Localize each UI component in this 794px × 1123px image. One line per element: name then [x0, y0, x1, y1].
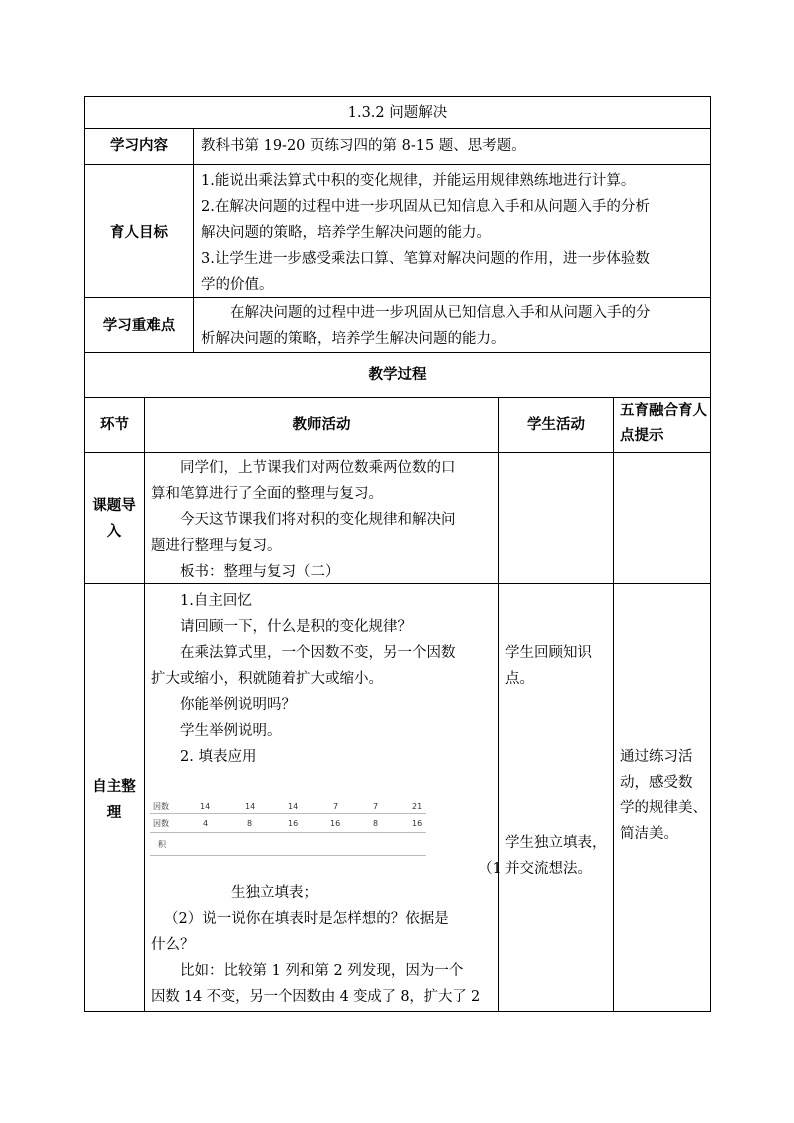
content-text: 教科书第 19-20 页练习四的第 8-15 题、思考题。: [201, 138, 526, 154]
header-teacher: 教师活动: [292, 417, 351, 433]
lesson-title: 1.3.2 问题解决: [347, 105, 448, 121]
header-tips: 五育融合育人点提示: [620, 403, 707, 444]
student-line: 并交流想法。: [505, 861, 592, 877]
tips-line: 简洁美。: [620, 825, 678, 842]
tips-line: 通过练习活: [620, 749, 693, 765]
key-line: 析解决问题的策略，培养学生解决问题的能力。: [201, 331, 506, 347]
review-line: 扩大或缩小，积就随着扩大或缩小。: [151, 671, 383, 687]
fill-table: [150, 794, 430, 860]
intro-teacher-activity: [151, 455, 495, 585]
table-row-label: 因数: [153, 802, 169, 811]
intro-line: 题进行整理与复习。: [151, 538, 282, 554]
student-line: 学生回顾知识: [505, 645, 592, 661]
process-heading: 教学过程: [368, 367, 427, 383]
student-activity-recall: [505, 640, 611, 692]
review-line: 2. 填表应用: [180, 749, 257, 765]
review-line: 请回顾一下，什么是积的变化规律？: [180, 619, 412, 635]
tips-line: 动，感受数: [620, 774, 693, 791]
review-line: 你能举例说明吗？: [180, 697, 296, 713]
education-tips: [620, 745, 710, 847]
review-line: 在乘法算式里，一个因数不变，另一个因数: [180, 645, 456, 661]
table-cell: 14: [245, 802, 256, 811]
table-cell: 16: [412, 819, 423, 828]
table-cell: 16: [330, 819, 341, 828]
review-teacher-activity: [151, 588, 495, 770]
table-cell: 14: [288, 802, 299, 811]
table-cell: 14: [200, 802, 211, 811]
goal-line: 学的价值。: [201, 277, 274, 293]
review-line: 学生举例说明。: [180, 723, 282, 739]
key-line: 在解决问题的过程中进一步巩固从已知信息入手和从问题入手的分: [230, 305, 651, 321]
intro-line: 板书：整理与复习（二）: [180, 564, 340, 580]
table-cell: 21: [412, 802, 423, 811]
table-row-label: 因数: [153, 819, 169, 828]
goal-line: 1.能说出乘法算式中积的变化规律，并能运用规律熟练地进行计算。: [201, 173, 636, 189]
student-activity-fill: [505, 830, 611, 882]
review-line: 因数 14 不变，另一个因数由 4 变成了 8，扩大了 2: [151, 989, 480, 1005]
header-stage: 环节: [100, 417, 129, 433]
student-line: 点。: [505, 671, 534, 687]
goal-line: 2.在解决问题的过程中进一步巩固从已知信息入手和从问题入手的分析: [201, 199, 650, 215]
stage-self-review: 自主整理: [92, 779, 136, 821]
stage-intro: 课题导入: [92, 498, 136, 540]
key-points-text: [201, 300, 707, 352]
content-label: 学习内容: [110, 138, 168, 154]
key-points-label: 学习重难点: [102, 318, 176, 334]
table-cell: 4: [203, 819, 209, 828]
goal-line: 解决问题的策略，培养学生解决问题的能力。: [201, 225, 491, 241]
goal-line: 3.让学生进一步感受乘法口算、笔算对解决问题的作用，进一步体验数: [201, 251, 650, 267]
goals-text: [201, 168, 707, 298]
review-line: （2）说一说你在填表时是怎样想的？依据是: [164, 911, 449, 927]
review-line: 生独立填表；: [231, 885, 318, 901]
table-row-label: 积: [158, 840, 166, 849]
header-student: 学生活动: [527, 417, 585, 433]
table-cell: 7: [333, 802, 339, 811]
review-line: 1.自主回忆: [180, 593, 252, 609]
review-line: 比如：比较第 1 列和第 2 列发现，因为一个: [180, 963, 464, 979]
tips-line: 学的规律美、: [620, 800, 707, 816]
intro-line: 今天这节课我们将对积的变化规律和解决问: [180, 512, 456, 528]
intro-line: 算和笔算进行了全面的整理与复习。: [151, 486, 383, 502]
goals-label: 育人目标: [110, 225, 168, 241]
table-cell: 16: [288, 819, 299, 828]
review-teacher-activity-2: [151, 880, 498, 1010]
student-line: 学生独立填表，: [505, 835, 607, 851]
table-cell: 8: [373, 819, 379, 828]
review-line: 什么？: [151, 937, 195, 953]
fill-table-mark: （1: [478, 861, 502, 877]
table-cell: 8: [247, 819, 253, 828]
intro-line: 同学们，上节课我们对两位数乘两位数的口: [180, 460, 456, 476]
table-cell: 7: [373, 802, 379, 811]
